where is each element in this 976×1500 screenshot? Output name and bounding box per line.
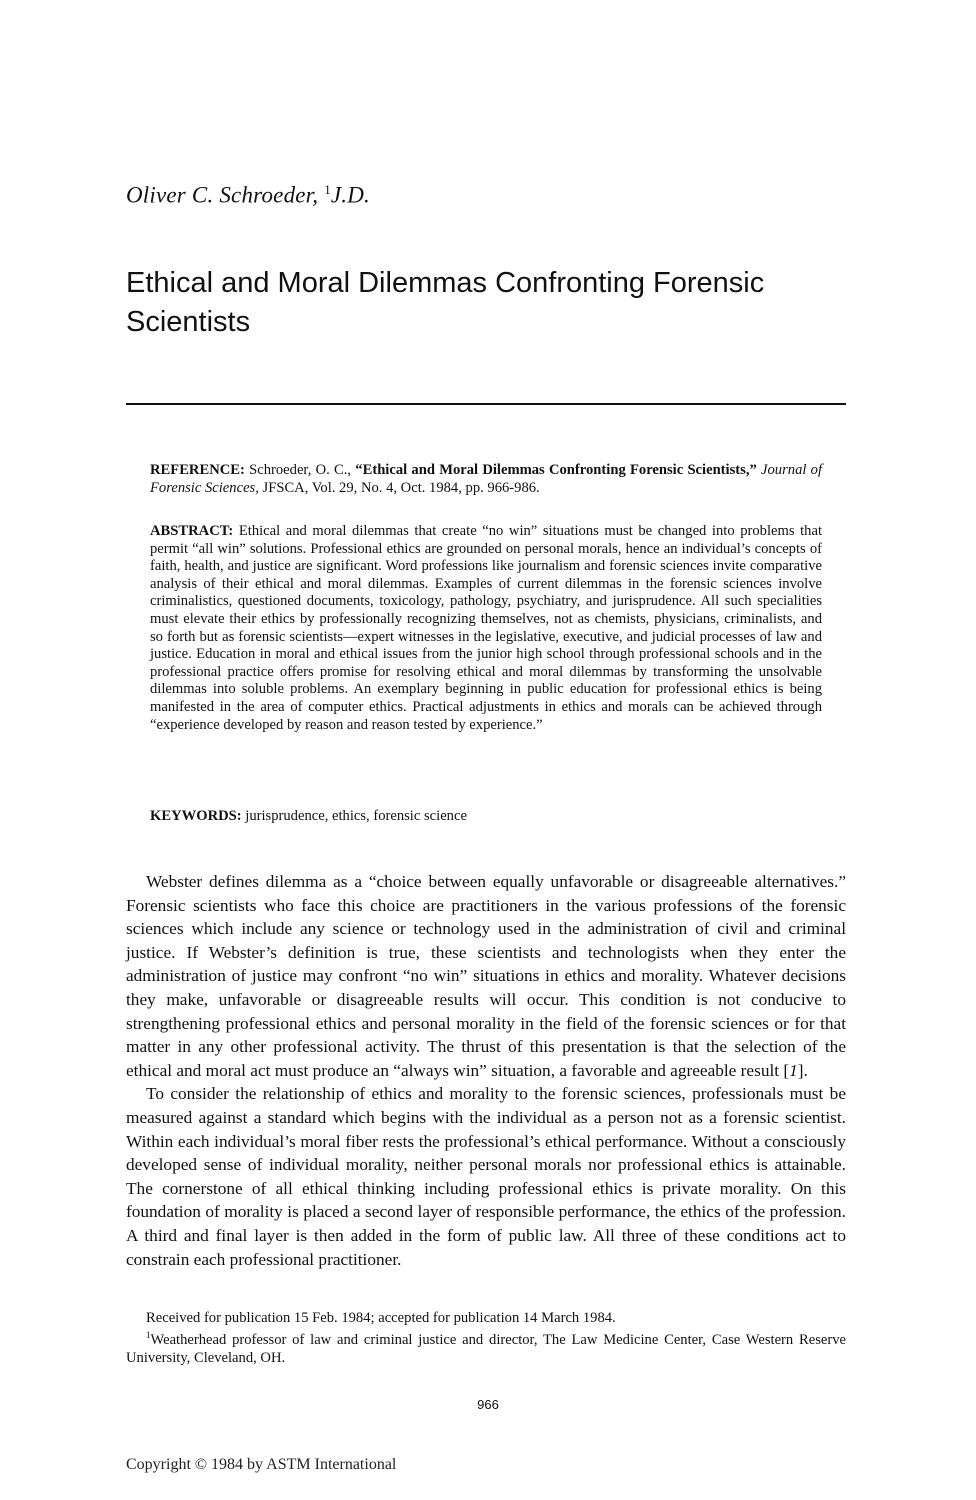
keywords-block — [150, 808, 822, 826]
keywords-text: jurisprudence, ethics, forensic science — [245, 808, 467, 824]
footnote-1: $^1$Weatherhead professor of law and criminal justice and director, The Law Medicine Center, Case Western Reserve University, Cleveland, OH. — [126, 1330, 846, 1366]
author-degree: J.D. — [330, 182, 371, 208]
abstract-label: ABSTRACT: — [150, 523, 234, 539]
abstract-text: Ethical and moral dilemmas that create “no win” situations must be changed into problems that permit “all win” solutions. Professional ethics are grounded on personal morals, hence an individual’s concepts of faith, health, and justice are significant. Word professions like journalism and forensic sciences invite comparative analysis of their ethical and moral dilemmas. Examples of current dilemmas in the forensic sciences involve criminalistics, questioned documents, toxicology, pathology, psychiatry, and jurisprudence. All such specialities must elevate their ethics by professionally recognizing themselves, not as chemists, physicians, criminalists, and so forth but as forensic scientists—expert witnesses in the legislative, executive, and judicial processes of law and justice. Education in moral and ethical issues from the junior high school through professional schools and in the professional practice offers promise for resolving ethical and moral dilemmas by transforming the unsolvable dilemmas into soluble problems. An exemplary beginning in public education for professional ethics is being manifested in the area of computer ethics. Practical adjustments in ethics and morals can be achieved through “experience developed by reason and reason tested by experience.” — [150, 523, 823, 733]
reference-article-title: “Ethical and Moral Dilemmas Confronting Forensic Scientists,” — [355, 462, 757, 478]
citation-ref: 1 — [789, 1060, 798, 1080]
footnotes — [126, 1310, 846, 1367]
author-line — [126, 182, 370, 209]
body-text — [126, 870, 846, 1271]
page-number: 966 — [477, 1397, 499, 1412]
reference-authors: Schroeder, O. C., — [249, 462, 352, 478]
copyright-notice: Copyright © 1984 by ASTM International — [126, 1456, 397, 1473]
abstract-block — [150, 523, 822, 734]
keywords-label: KEYWORDS: — [150, 808, 242, 824]
body-paragraph: Webster defines dilemma as a “choice between equally unfavorable or disagreeable alternatives.” Forensic scientists who face this choice are practitioners in the various professions of the forensic sciences which include any science or technology used in the administration of civil and criminal justice. If Webster’s definition is true, these scientists and technologists when they enter the administration of justice may confront “no win” situations in ethics and morality. Whatever decisions they make, unfavorable or disagreeable results will occur. This condition is not conducive to strengthening professional ethics and personal morality in the field of the forensic sciences or for that matter in any other professional activity. The thrust of this presentation is that the selection of the ethical and moral act must produce an “always win” situation, a favorable and agreeable result [1]. — [126, 872, 846, 1080]
body-paragraph: To consider the relationship of ethics and morality to the forensic sciences, professionals must be measured against a standard which begins with the individual as a person not as a forensic scientist. Within each individual’s moral fiber rests the professional’s ethical performance. Without a consciously developed sense of individual morality, neither personal morals nor professional ethics is attainable. The cornerstone of all ethical thinking including professional ethics is private morality. On this foundation of morality is placed a second layer of responsible performance, the ethics of the profession. A third and final layer is then added in the form of public law. All three of these conditions act to constrain each professional practitioner. — [126, 1084, 846, 1269]
reference-journal: Journal of Forensic Sciences, — [150, 462, 823, 496]
footnote-mark: 1 — [146, 1330, 151, 1341]
author-footnote-mark: 1 — [324, 182, 331, 197]
reference-label: REFERENCE: — [150, 462, 245, 478]
reference-details: JFSCA, Vol. 29, No. 4, Oct. 1984, pp. 966-986. — [262, 479, 540, 496]
article-title: Ethical and Moral Dilemmas Confronting Forensic Scientists — [126, 267, 765, 338]
received-note: Received for publication 15 Feb. 1984; accepted for publication 14 March 1984. — [146, 1310, 616, 1326]
reference-block — [150, 462, 822, 497]
author-name: Oliver C. Schroeder, — [126, 182, 319, 208]
title-divider — [126, 403, 846, 405]
